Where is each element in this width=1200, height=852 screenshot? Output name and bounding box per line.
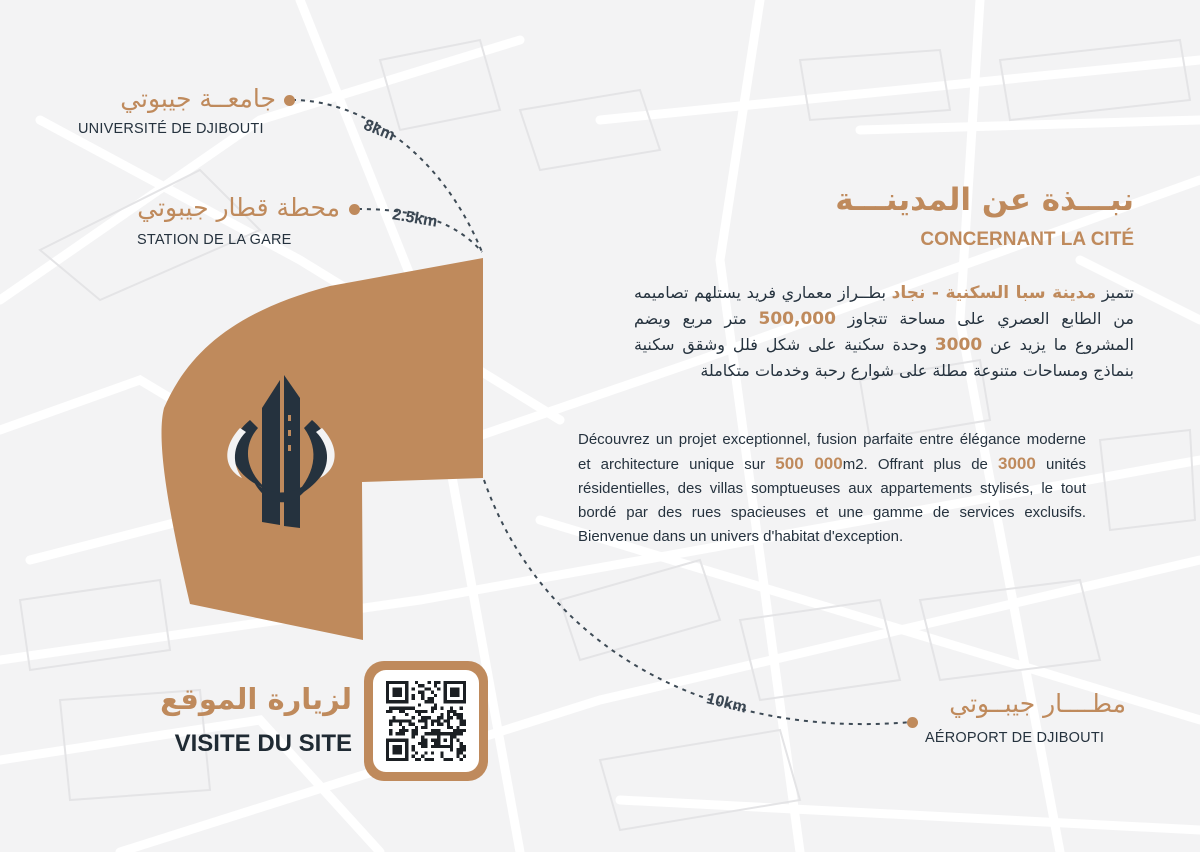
about-title-fr: CONCERNANT LA CITÉ [920,229,1134,250]
visit-site-label-fr: VISITE DU SITE [174,730,352,757]
university-name-fr: UNIVERSITÉ DE DJIBOUTI [78,121,264,137]
university-name-ar: جامعــة جيبوتي [120,84,276,113]
desc-ar-text: متر مربع ويضم المشروع ما يزيد عن [634,309,1135,354]
qr-code-frame[interactable] [364,661,488,781]
desc-fr-text: m2. Offrant plus de [842,456,999,473]
desc-ar-text: بطــراز معماري فريد يستلهم تصاميمه من الطابع العصري على مساحة تتجاوز [634,283,1134,328]
university-marker [284,95,295,106]
site-plot-shape [150,250,490,650]
desc-fr-text: Découvrez un projet exceptionnel, fusion parfaite entre élégance moderne et architecture unique sur [578,431,1086,473]
about-title-ar: نبـــذة عن المدينـــة [835,182,1134,218]
desc-ar-units: 3000 [934,335,983,355]
visit-site-label-ar: لزيارة الموقع [160,682,352,716]
airport-marker [907,717,918,728]
station-marker [349,204,360,215]
about-description-fr [578,428,1086,549]
desc-fr-text: unités résidentielles, des villas somptueuses aux appartements stylisés, le tout bordé par des rues spacieuses et une gamme de services exclusifs. Bienvenue dans un univers d'habitat d'exception. [578,456,1086,545]
airport-name-fr: AÉROPORT DE DJIBOUTI [925,730,1105,746]
university-distance: 8km [361,116,398,145]
about-description-ar [634,280,1134,383]
desc-ar-area: 500,000 [758,309,836,329]
qr-code-card[interactable] [373,670,479,772]
station-name-ar: محطة قطار جيبوتي [137,193,340,222]
desc-ar-text: تتميز [1096,283,1135,302]
station-distance: 2.5km [390,206,439,231]
airport-name-ar: مطــــار جيبــوتي [949,689,1126,718]
desc-ar-city-name: مدينة سبا السكنية - نجاد [891,283,1097,303]
qr-code-icon[interactable] [385,681,467,761]
airport-distance: 10km [704,690,749,717]
station-name-fr: STATION DE LA GARE [137,232,292,248]
desc-fr-area: 500 000 [775,454,843,473]
desc-fr-units: 3000 [998,454,1036,473]
desc-ar-text: وحدة سكنية على شكل فلل وشقق سكنية بنماذج ومساحات متنوعة مطلة على شوارع رحبة وخدمات متكاملة [634,335,1134,380]
